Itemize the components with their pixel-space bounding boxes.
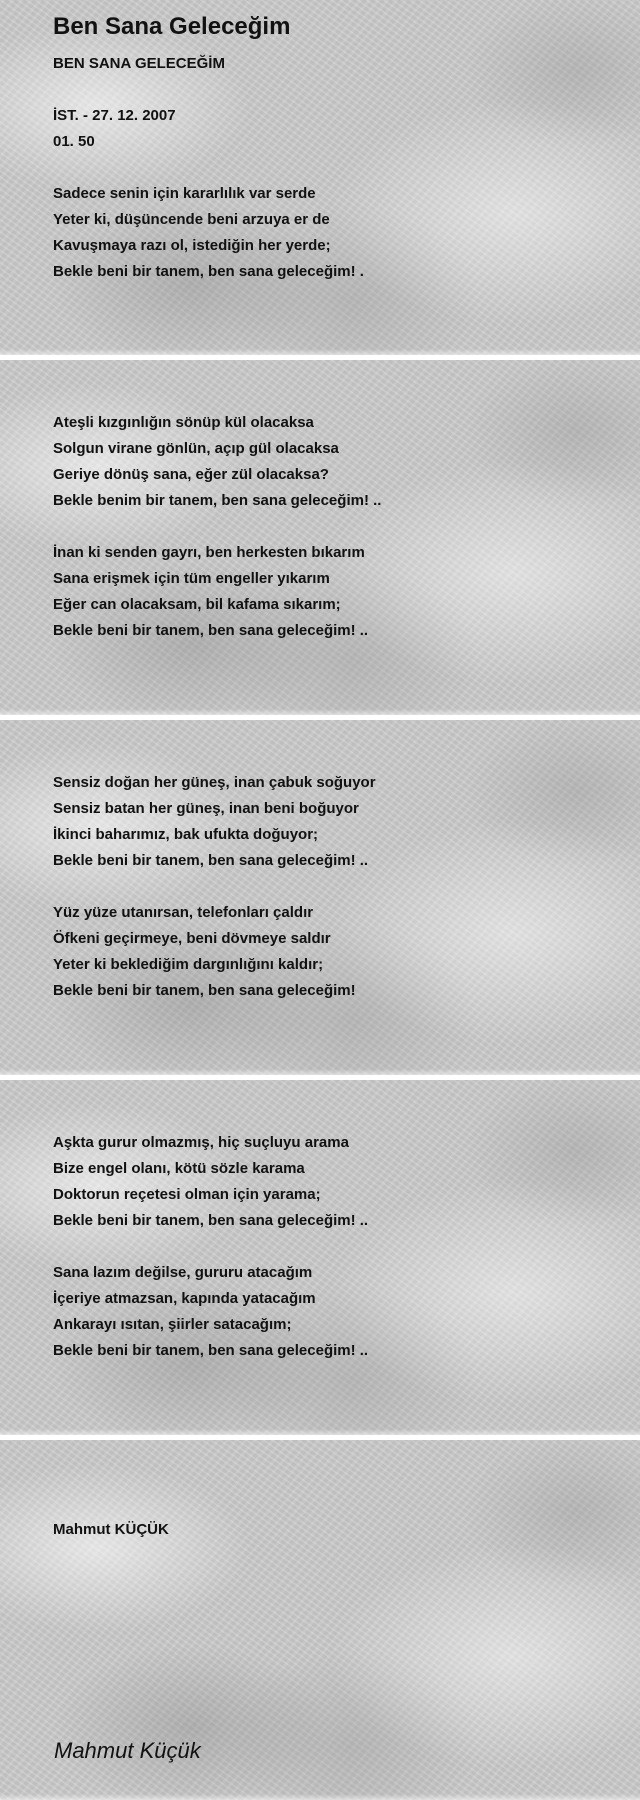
stanza-line: Sensiz doğan her güneş, inan çabuk soğuyor: [53, 774, 376, 791]
spacer: [53, 77, 613, 103]
stanza-line: Sana erişmek için tüm engeller yıkarım: [53, 570, 330, 587]
stanza-line: Bekle beni bir tanem, ben sana geleceğim!: [53, 982, 356, 999]
stanza-line: Yüz yüze utanırsan, telefonları çaldır: [53, 904, 314, 921]
stanza-line: Aşkta gurur olmazmış, hiç suçluyu arama: [53, 1134, 349, 1151]
author-signature: Mahmut Küçük: [54, 1738, 201, 1763]
stanza-line: Bekle beni bir tanem, ben sana geleceğim! ..: [53, 1212, 369, 1229]
stanza-line: Bekle benim bir tanem, ben sana geleceğim! ..: [53, 492, 382, 509]
poem-author: Mahmut KÜÇÜK: [53, 1521, 169, 1538]
stanza-line: Solgun virane gönlün, açıp gül olacaksa: [53, 440, 339, 457]
poem-title: Ben Sana Geleceğim: [53, 13, 291, 40]
stanza-group-4: [53, 1130, 613, 1364]
stanza-line: Bekle beni bir tanem, ben sana geleceğim! ..: [53, 1342, 369, 1359]
poem-time: 01. 50: [53, 133, 95, 150]
stanza-line: Eğer can olacaksam, bil kafama sıkarım;: [53, 596, 341, 613]
stanza-line: Geriye dönüş sana, eğer zül olacaksa?: [53, 466, 329, 483]
stanza-line: İkinci baharımız, bak ufukta doğuyor;: [53, 826, 319, 843]
stanza-line: Sensiz batan her güneş, inan beni boğuyor: [53, 800, 359, 817]
stanza-line: Doktorun reçetesi olman için yarama;: [53, 1186, 321, 1203]
spacer: [53, 514, 613, 540]
stanza-group-2: [53, 410, 613, 644]
poem-date: İST. - 27. 12. 2007: [53, 107, 176, 124]
stanza-line: Ateşli kızgınlığın sönüp kül olacaksa: [53, 414, 314, 431]
spacer: [53, 1234, 613, 1260]
stanza-line: Bekle beni bir tanem, ben sana geleceğim! ..: [53, 622, 369, 639]
stanza-line: Kavuşmaya razı ol, istediğin her yerde;: [53, 237, 331, 254]
spacer: [53, 155, 613, 181]
stanza-line: İnan ki senden gayrı, ben herkesten bıkarım: [53, 544, 365, 561]
stanza-group-3: [53, 770, 613, 1004]
stanza-line: Sadece senin için kararlılık var serde: [53, 185, 316, 202]
stanza-line: Yeter ki, düşüncende beni arzuya er de: [53, 211, 330, 228]
stanza-line: Sana lazım değilse, gururu atacağım: [53, 1264, 313, 1281]
stanza-line: Bekle beni bir tanem, ben sana geleceğim! .: [53, 263, 364, 280]
stanza-line: Bekle beni bir tanem, ben sana geleceğim! ..: [53, 852, 369, 869]
spacer: [53, 874, 613, 900]
stanza-line: İçeriye atmazsan, kapında yatacağım: [53, 1290, 316, 1307]
stanza-line: Yeter ki beklediğim dargınlığını kaldır;: [53, 956, 324, 973]
stanza-line: Bize engel olanı, kötü sözle karama: [53, 1160, 305, 1177]
stanza-line: Öfkeni geçirmeye, beni dövmeye saldır: [53, 930, 331, 947]
poem-subtitle: BEN SANA GELECEĞİM: [53, 55, 225, 72]
poem-header: [53, 51, 613, 285]
stanza-line: Ankarayı ısıtan, şiirler satacağım;: [53, 1316, 292, 1333]
